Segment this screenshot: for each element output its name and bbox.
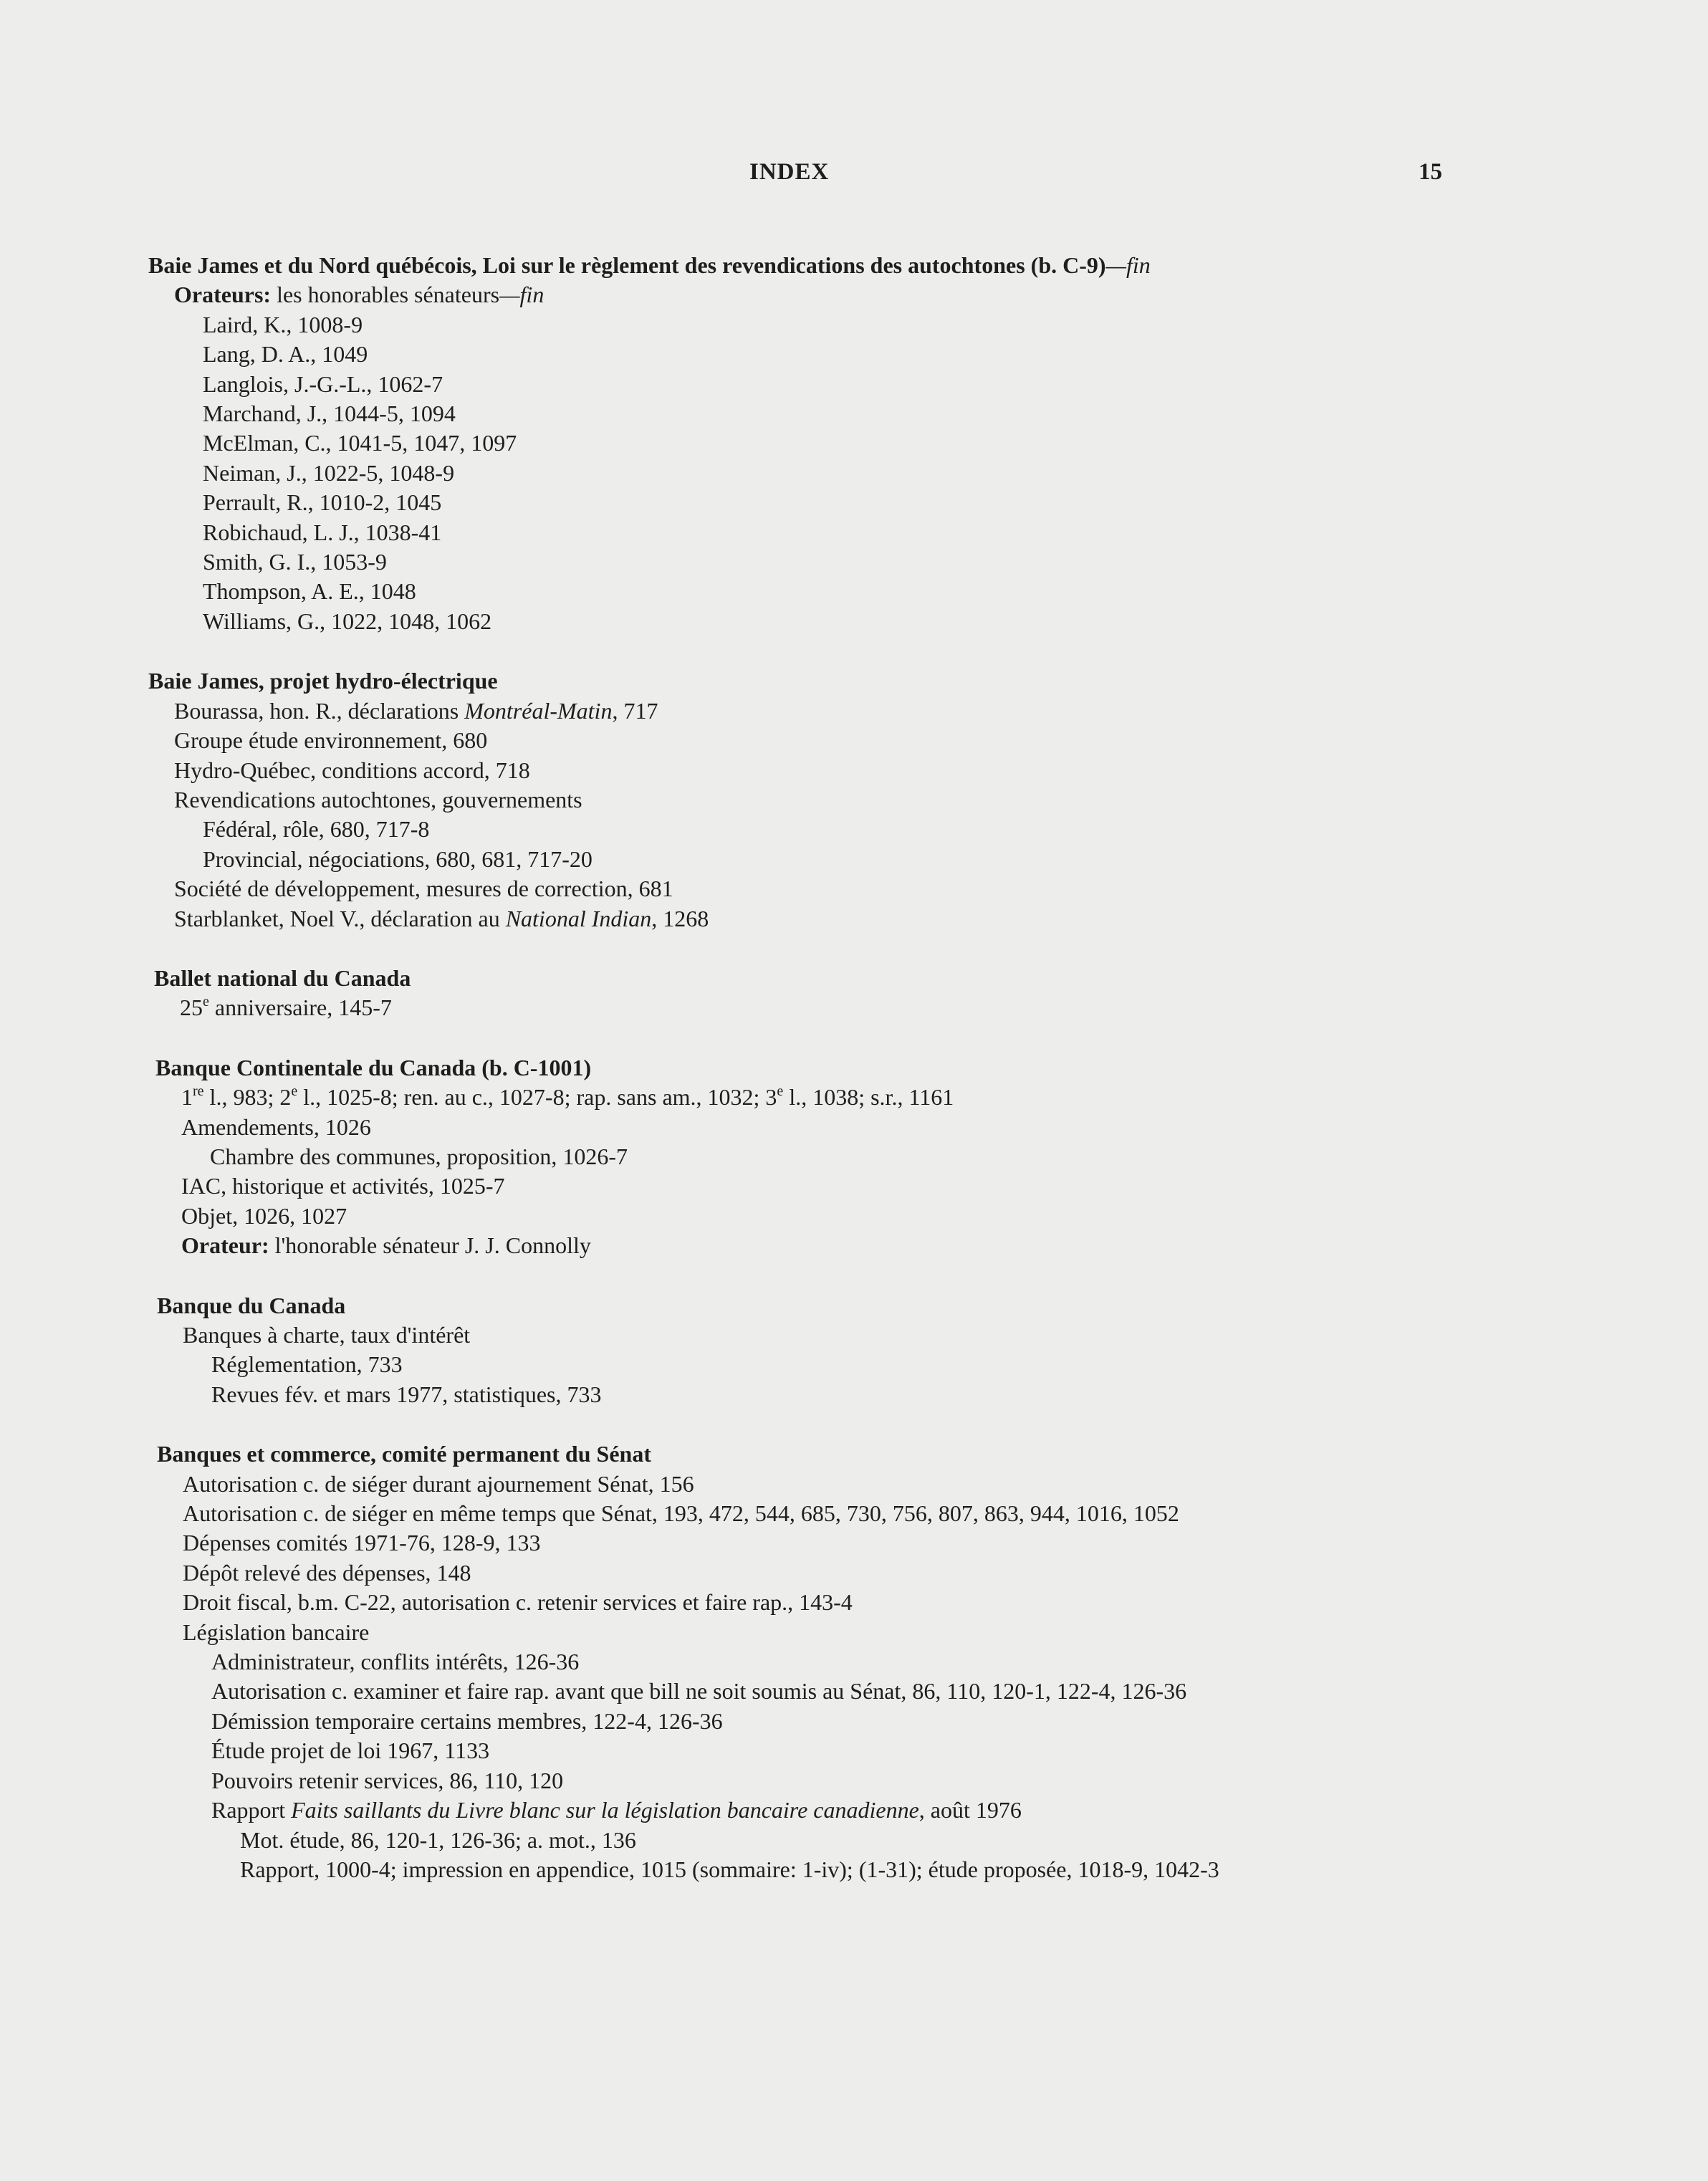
index-entry-baie-james-loi xyxy=(148,251,1581,636)
index-sub-item: Chambre des communes, proposition, 1026-7 xyxy=(210,1143,628,1169)
orator-name: Marchand, J., 1044-5, 1094 xyxy=(203,401,456,427)
entry-heading: Banque du Canada xyxy=(157,1292,346,1318)
index-item: Hydro-Québec, conditions accord, 718 xyxy=(174,757,530,783)
index-entry-banque-continentale xyxy=(155,1053,1581,1261)
index-sub-item: Démission temporaire certains membres, 122-4, 126-36 xyxy=(211,1707,723,1734)
index-item: 25e anniversaire, 145-7 xyxy=(180,993,392,1021)
index-entry-baie-james-projet xyxy=(148,666,1581,934)
index-sub-item: Pouvoirs retenir services, 86, 110, 120 xyxy=(211,1767,564,1793)
index-item: Autorisation c. de siéger durant ajournement Sénat, 156 xyxy=(183,1470,694,1497)
index-sub-sub-item: Mot. étude, 86, 120-1, 126-36; a. mot., 136 xyxy=(240,1826,636,1853)
index-item: Droit fiscal, b.m. C-22, autorisation c. retenir services et faire rap., 143-4 xyxy=(183,1589,853,1616)
index-item: IAC, historique et activités, 1025-7 xyxy=(181,1173,505,1199)
index-entry-ballet xyxy=(154,964,1581,1023)
entry-heading: Banque Continentale du Canada (b. C-1001) xyxy=(155,1054,592,1080)
index-sub-item: Fédéral, rôle, 680, 717-8 xyxy=(203,816,430,843)
index-entry-banque-du-canada xyxy=(157,1291,1581,1410)
orator-name: McElman, C., 1041-5, 1047, 1097 xyxy=(203,430,517,456)
index-sub-item: Étude projet de loi 1967, 1133 xyxy=(211,1737,490,1764)
orator-name: Langlois, J.-G.-L., 1062-7 xyxy=(203,370,443,397)
index-sub-item: Provincial, négociations, 680, 681, 717-20 xyxy=(203,845,592,872)
orator-name: Neiman, J., 1022-5, 1048-9 xyxy=(203,459,455,486)
orator-name: Robichaud, L. J., 1038-41 xyxy=(203,519,442,545)
entry-heading: Baie James et du Nord québécois, Loi sur le règlement des revendications des autochtones (b. C-9)—fin xyxy=(148,252,1151,278)
orators-line: Orateurs: les honorables sénateurs—fin xyxy=(174,282,544,308)
entry-heading: Ballet national du Canada xyxy=(154,964,411,991)
page-header xyxy=(0,159,1708,188)
page-number: 15 xyxy=(1419,159,1442,185)
index-sub-item: Rapport Faits saillants du Livre blanc sur la législation bancaire canadienne, août 1976 xyxy=(211,1797,1022,1823)
index-item: Objet, 1026, 1027 xyxy=(181,1202,347,1229)
index-item: Amendements, 1026 xyxy=(181,1113,371,1140)
index-item: Dépôt relevé des dépenses, 148 xyxy=(183,1559,471,1586)
index-item: Revendications autochtones, gouvernements xyxy=(174,786,582,813)
orators-line: Orateur: l'honorable sénateur J. J. Connolly xyxy=(181,1232,591,1259)
orator-name: Laird, K., 1008-9 xyxy=(203,311,363,337)
orator-name: Smith, G. I., 1053-9 xyxy=(203,549,387,575)
index-sub-sub-item: Rapport, 1000-4; impression en appendice, 1015 (sommaire: 1-iv); (1-31); étude proposée, 1018-9, 1042-3 xyxy=(240,1856,1219,1882)
page-title: INDEX xyxy=(749,159,830,185)
index-item: Législation bancaire xyxy=(183,1619,370,1645)
orator-name: Perrault, R., 1010-2, 1045 xyxy=(203,489,442,516)
index-item: 1re l., 983; 2e l., 1025-8; ren. au c., 1027-8; rap. sans am., 1032; 3e l., 1038; s.r., 1161 xyxy=(181,1083,954,1111)
index-sub-item: Administrateur, conflits intérêts, 126-36 xyxy=(211,1649,580,1675)
index-item: Bourassa, hon. R., déclarations Montréal-Matin, 717 xyxy=(174,697,658,724)
index-item: Starblanket, Noel V., déclaration au National Indian, 1268 xyxy=(174,905,709,931)
index-content xyxy=(148,251,1581,1914)
index-item: Dépenses comités 1971-76, 128-9, 133 xyxy=(183,1530,541,1556)
entry-heading: Banques et commerce, comité permanent du Sénat xyxy=(157,1441,651,1467)
index-sub-item: Autorisation c. examiner et faire rap. avant que bill ne soit soumis au Sénat, 86, 110, 120-1, 122-4, 126-36 xyxy=(211,1678,1187,1705)
index-item: Groupe étude environnement, 680 xyxy=(174,727,488,754)
index-item: Société de développement, mesures de correction, 681 xyxy=(174,876,673,902)
orator-name: Williams, G., 1022, 1048, 1062 xyxy=(203,608,492,634)
index-sub-item: Réglementation, 733 xyxy=(211,1351,403,1378)
index-entry-banques-et-commerce xyxy=(157,1439,1581,1884)
index-sub-item: Revues fév. et mars 1977, statistiques, 733 xyxy=(211,1381,602,1407)
entry-heading: Baie James, projet hydro-électrique xyxy=(148,668,498,694)
orator-name: Thompson, A. E., 1048 xyxy=(203,578,416,605)
index-item: Banques à charte, taux d'intérêt xyxy=(183,1322,471,1348)
index-item: Autorisation c. de siéger en même temps que Sénat, 193, 472, 544, 685, 730, 756, 807, 863, 944, 1016, 1052 xyxy=(183,1500,1179,1527)
orator-name: Lang, D. A., 1049 xyxy=(203,341,368,368)
